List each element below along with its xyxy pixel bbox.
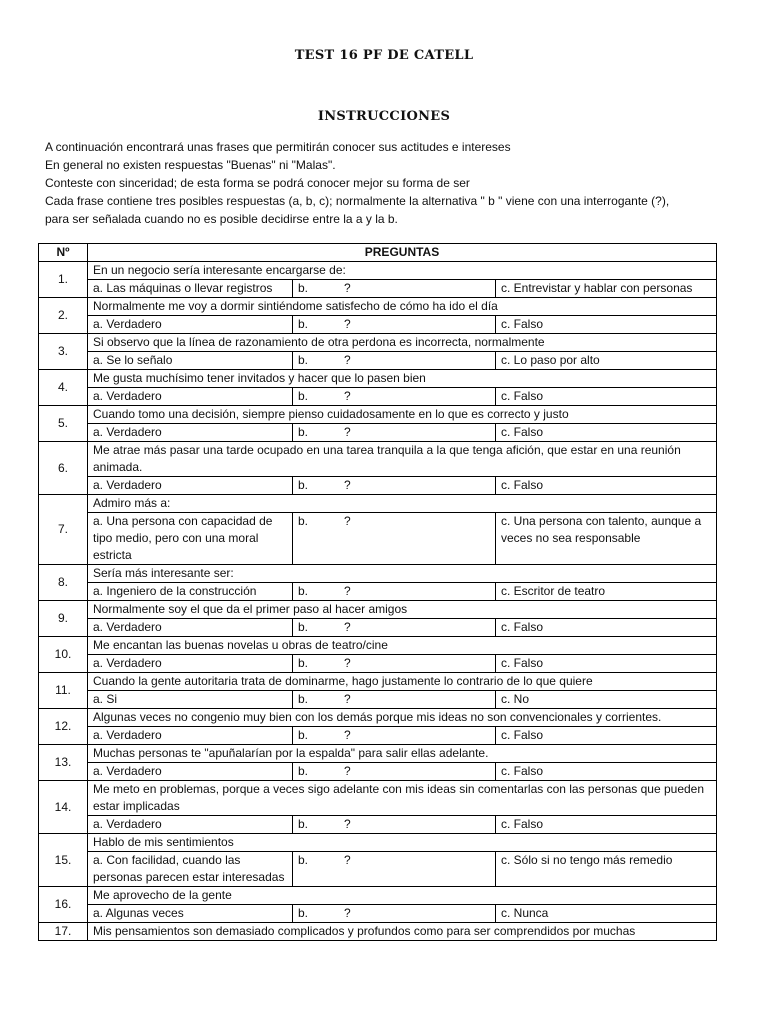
instructions-text <box>45 138 735 228</box>
answer-b-question-mark: ? <box>344 728 351 742</box>
answer-b-question-mark: ? <box>344 514 351 528</box>
answer-a[interactable]: a. Verdadero <box>88 316 293 334</box>
answer-b[interactable] <box>293 852 496 887</box>
question-number: 8. <box>39 565 88 601</box>
question-number: 3. <box>39 334 88 370</box>
answer-c[interactable]: c. Falso <box>496 388 717 406</box>
answer-a[interactable]: a. Verdadero <box>88 655 293 673</box>
answer-b-label: b. <box>298 692 309 706</box>
answer-b-question-mark: ? <box>344 425 351 439</box>
question-row <box>39 781 717 816</box>
answers-row <box>39 477 717 495</box>
answer-a[interactable]: a. Verdadero <box>88 763 293 781</box>
question-row <box>39 442 717 477</box>
answer-b-question-mark: ? <box>344 584 351 598</box>
answer-a[interactable]: a. Verdadero <box>88 816 293 834</box>
answer-b[interactable] <box>293 477 496 495</box>
answer-b[interactable] <box>293 513 496 565</box>
answers-row <box>39 905 717 923</box>
questions-body <box>39 262 717 941</box>
answers-row <box>39 816 717 834</box>
answer-b-question-mark: ? <box>344 317 351 331</box>
answers-row <box>39 583 717 601</box>
answer-b-question-mark: ? <box>344 478 351 492</box>
question-text: Algunas veces no congenio muy bien con los demás porque mis ideas no son convencionales y corrientes. <box>88 709 717 727</box>
answer-c[interactable]: c. Falso <box>496 816 717 834</box>
answer-b-question-mark: ? <box>344 353 351 367</box>
question-row <box>39 709 717 727</box>
question-row <box>39 334 717 352</box>
answer-b-question-mark: ? <box>344 389 351 403</box>
answer-a[interactable]: a. Una persona con capacidad de tipo medio, pero con una moral estricta <box>88 513 293 565</box>
question-text: Me atrae más pasar una tarde ocupado en una tarea tranquila a la que tenga afición, que estar en una reunión animada. <box>88 442 717 477</box>
question-row <box>39 637 717 655</box>
answer-b-label: b. <box>298 389 309 403</box>
question-number: 15. <box>39 834 88 887</box>
answer-b-question-mark: ? <box>344 817 351 831</box>
question-number: 16. <box>39 887 88 923</box>
answer-b-label: b. <box>298 764 309 778</box>
question-text: Mis pensamientos son demasiado complicados y profundos como para ser comprendidos por muchas <box>88 923 717 941</box>
question-number: 13. <box>39 745 88 781</box>
instruction-line: para ser señalada cuando no es posible decidirse entre la a y la b. <box>45 212 398 226</box>
answers-row <box>39 388 717 406</box>
answer-a[interactable]: a. Verdadero <box>88 388 293 406</box>
answer-a[interactable]: a. Se lo señalo <box>88 352 293 370</box>
answer-c[interactable]: c. Entrevistar y hablar con personas <box>496 280 717 298</box>
questions-table <box>38 243 717 941</box>
answers-row <box>39 763 717 781</box>
question-row <box>39 745 717 763</box>
question-row <box>39 601 717 619</box>
answer-b[interactable] <box>293 388 496 406</box>
question-number: 7. <box>39 495 88 565</box>
answers-row <box>39 280 717 298</box>
question-row <box>39 673 717 691</box>
question-text: Me encantan las buenas novelas u obras de teatro/cine <box>88 637 717 655</box>
answer-a[interactable]: a. Ingeniero de la construcción <box>88 583 293 601</box>
question-text: Me meto en problemas, porque a veces sigo adelante con mis ideas sin comentarlas con las personas que pueden estar implicadas <box>88 781 717 816</box>
answer-b[interactable] <box>293 424 496 442</box>
instruction-line: En general no existen respuestas "Buenas" ni "Malas". <box>45 158 336 172</box>
answer-a[interactable]: a. Las máquinas o llevar registros <box>88 280 293 298</box>
answer-b-label: b. <box>298 906 309 920</box>
question-row <box>39 887 717 905</box>
answer-b[interactable] <box>293 280 496 298</box>
question-row <box>39 406 717 424</box>
answer-c[interactable]: c. Lo paso por alto <box>496 352 717 370</box>
question-text: Cuando la gente autoritaria trata de dominarme, hago justamente lo contrario de lo que quiere <box>88 673 717 691</box>
question-row <box>39 834 717 852</box>
answer-c[interactable]: c. Sólo si no tengo más remedio <box>496 852 717 887</box>
question-row <box>39 565 717 583</box>
table-header-row <box>39 244 717 262</box>
answer-b[interactable] <box>293 905 496 923</box>
answer-b-question-mark: ? <box>344 281 351 295</box>
question-text: Cuando tomo una decisión, siempre pienso cuidadosamente en lo que es correcto y justo <box>88 406 717 424</box>
answer-a[interactable]: a. Algunas veces <box>88 905 293 923</box>
header-num: Nº <box>39 244 88 262</box>
answer-b[interactable] <box>293 316 496 334</box>
answer-b-question-mark: ? <box>344 620 351 634</box>
answer-c[interactable]: c. Falso <box>496 477 717 495</box>
answer-a[interactable]: a. Verdadero <box>88 424 293 442</box>
answer-b-question-mark: ? <box>344 692 351 706</box>
question-row <box>39 495 717 513</box>
answer-b-label: b. <box>298 656 309 670</box>
answer-b-label: b. <box>298 620 309 634</box>
answer-b-label: b. <box>298 425 309 439</box>
answer-b-label: b. <box>298 317 309 331</box>
question-number: 5. <box>39 406 88 442</box>
question-number: 1. <box>39 262 88 298</box>
answer-c[interactable]: c. Falso <box>496 619 717 637</box>
answer-b[interactable] <box>293 763 496 781</box>
answers-row <box>39 852 717 887</box>
question-number: 6. <box>39 442 88 495</box>
question-text: Sería más interesante ser: <box>88 565 717 583</box>
instruction-line: A continuación encontrará unas frases que permitirán conocer sus actitudes e intereses <box>45 140 511 154</box>
answer-b-label: b. <box>298 353 309 367</box>
answer-a[interactable]: a. Verdadero <box>88 477 293 495</box>
answer-a[interactable]: a. Verdadero <box>88 619 293 637</box>
answer-b-label: b. <box>298 853 309 867</box>
answer-b-label: b. <box>298 514 309 528</box>
answer-b-label: b. <box>298 478 309 492</box>
question-text: Me aprovecho de la gente <box>88 887 717 905</box>
answer-b-question-mark: ? <box>344 656 351 670</box>
answer-a[interactable]: a. Verdadero <box>88 727 293 745</box>
question-row <box>39 370 717 388</box>
answer-b[interactable] <box>293 727 496 745</box>
answers-row <box>39 316 717 334</box>
question-text: Me gusta muchísimo tener invitados y hacer que lo pasen bien <box>88 370 717 388</box>
question-number: 2. <box>39 298 88 334</box>
question-number: 4. <box>39 370 88 406</box>
question-text: Muchas personas te "apuñalarían por la espalda" para salir ellas adelante. <box>88 745 717 763</box>
question-number: 10. <box>39 637 88 673</box>
answer-c[interactable]: c. Falso <box>496 316 717 334</box>
question-number: 14. <box>39 781 88 834</box>
question-row <box>39 262 717 280</box>
document-title: TEST 16 PF DE CATELL <box>294 48 474 63</box>
question-number: 11. <box>39 673 88 709</box>
instructions-heading: INSTRUCCIONES <box>317 109 451 124</box>
answer-b-label: b. <box>298 817 309 831</box>
answer-c[interactable]: c. Falso <box>496 655 717 673</box>
header-questions: PREGUNTAS <box>88 244 717 262</box>
question-text: En un negocio sería interesante encargarse de: <box>88 262 717 280</box>
answer-c[interactable]: c. Una persona con talento, aunque a veces no sea responsable <box>496 513 717 565</box>
answer-b-question-mark: ? <box>344 906 351 920</box>
question-number: 9. <box>39 601 88 637</box>
answer-b[interactable] <box>293 816 496 834</box>
question-text: Normalmente me voy a dormir sintiéndome satisfecho de cómo ha ido el día <box>88 298 717 316</box>
answers-row <box>39 513 717 565</box>
instruction-line: Cada frase contiene tres posibles respuestas (a, b, c); normalmente la alternativa " b " viene con una interrogante (?), <box>45 194 670 208</box>
answer-b-label: b. <box>298 281 309 295</box>
question-row <box>39 923 717 941</box>
answers-row <box>39 352 717 370</box>
answer-a[interactable]: a. Con facilidad, cuando las personas parecen estar interesadas <box>88 852 293 887</box>
answer-c[interactable]: c. Escritor de teatro <box>496 583 717 601</box>
answer-b[interactable] <box>293 583 496 601</box>
question-text: Normalmente soy el que da el primer paso al hacer amigos <box>88 601 717 619</box>
answer-b-question-mark: ? <box>344 853 351 867</box>
question-row <box>39 298 717 316</box>
answer-c[interactable]: c. Falso <box>496 727 717 745</box>
answer-b[interactable] <box>293 691 496 709</box>
answer-b[interactable] <box>293 655 496 673</box>
answer-a[interactable]: a. Si <box>88 691 293 709</box>
answers-row <box>39 727 717 745</box>
answer-b-question-mark: ? <box>344 764 351 778</box>
answers-row <box>39 655 717 673</box>
answer-b-label: b. <box>298 728 309 742</box>
answers-row <box>39 691 717 709</box>
answer-c[interactable]: c. No <box>496 691 717 709</box>
answers-row <box>39 619 717 637</box>
question-text: Si observo que la línea de razonamiento de otra perdona es incorrecta, normalmente <box>88 334 717 352</box>
answer-b[interactable] <box>293 352 496 370</box>
answer-b[interactable] <box>293 619 496 637</box>
answer-c[interactable]: c. Nunca <box>496 905 717 923</box>
instruction-line: Conteste con sinceridad; de esta forma se podrá conocer mejor su forma de ser <box>45 176 470 190</box>
answer-c[interactable]: c. Falso <box>496 424 717 442</box>
answers-row <box>39 424 717 442</box>
question-text: Admiro más a: <box>88 495 717 513</box>
answer-b-label: b. <box>298 584 309 598</box>
question-number: 17. <box>39 923 88 941</box>
question-text: Hablo de mis sentimientos <box>88 834 717 852</box>
answer-c[interactable]: c. Falso <box>496 763 717 781</box>
question-number: 12. <box>39 709 88 745</box>
